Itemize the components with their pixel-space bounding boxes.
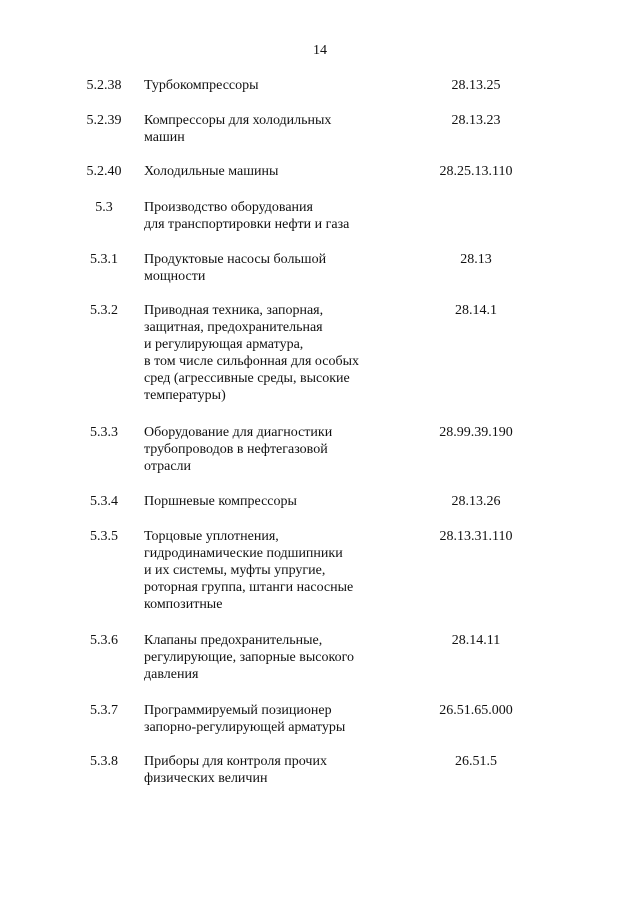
- row-okpd-code: 28.13.25: [451, 78, 501, 93]
- row-name-line: Поршневые компрессоры: [144, 494, 297, 509]
- row-name-line: физических величин: [144, 771, 268, 786]
- row-name-line: и их системы, муфты упругие,: [144, 563, 326, 578]
- row-name-line: Оборудование для диагностики: [144, 425, 333, 440]
- row-okpd-code: 26.51.5: [455, 754, 497, 769]
- row-code: 5.3.7: [90, 703, 118, 718]
- row-name-line: Производство оборудования: [144, 200, 313, 215]
- row-name-line: и регулирующая арматура,: [144, 337, 304, 352]
- row-name-line: композитные: [144, 597, 223, 612]
- row-name: [144, 424, 414, 475]
- row-name-line: температуры): [144, 388, 226, 403]
- row-okpd-code: 28.13.31.110: [439, 529, 513, 544]
- row-name-line: Приборы для контроля прочих: [144, 754, 327, 769]
- row-name-line: запорно-регулирующей арматуры: [144, 720, 346, 735]
- row-okpd-code: 28.25.13.110: [439, 164, 513, 179]
- row-code: 5.2.39: [86, 113, 122, 128]
- row-name-line: защитная, предохранительная: [144, 320, 323, 335]
- row-name-line: в том числе сильфонная для особых: [144, 354, 360, 369]
- row-okpd-code: 26.51.65.000: [439, 703, 513, 718]
- row-okpd-code: 28.13: [460, 252, 492, 267]
- row-name: [144, 199, 414, 233]
- row-name: [144, 632, 414, 683]
- row-name-line: Клапаны предохранительные,: [144, 633, 323, 648]
- row-okpd-code: 28.14.1: [455, 303, 497, 318]
- row-name-line: Компрессоры для холодильных: [144, 113, 332, 128]
- row-name-line: давления: [144, 667, 199, 682]
- row-code: 5.2.40: [86, 164, 122, 179]
- row-code: 5.2.38: [86, 78, 122, 93]
- page-number: 14: [313, 43, 327, 58]
- row-name-line: Приводная техника, запорная,: [144, 303, 324, 318]
- row-name: [144, 302, 414, 404]
- row-code: 5.3.8: [90, 754, 118, 769]
- row-name-line: регулирующие, запорные высокого: [144, 650, 354, 665]
- row-name-line: для транспортировки нефти и газа: [144, 217, 350, 232]
- row-name-line: Торцовые уплотнения,: [144, 529, 279, 544]
- row-name: [144, 112, 414, 146]
- row-name-line: машин: [144, 130, 185, 145]
- row-name-line: трубопроводов в нефтегазовой: [144, 442, 328, 457]
- row-name-line: роторная группа, штанги насосные: [144, 580, 354, 595]
- row-code: 5.3.5: [90, 529, 118, 544]
- row-name-line: Турбокомпрессоры: [144, 78, 259, 93]
- row-name-line: Продуктовые насосы большой: [144, 252, 327, 267]
- row-code: 5.3.6: [90, 633, 118, 648]
- row-code: 5.3: [95, 200, 113, 215]
- row-name-line: мощности: [144, 269, 206, 284]
- row-name-line: гидродинамические подшипники: [144, 546, 343, 561]
- row-name: [144, 753, 414, 787]
- row-code: 5.3.2: [90, 303, 118, 318]
- row-name-line: отрасли: [144, 459, 192, 474]
- row-name: [144, 251, 414, 285]
- row-name-line: Холодильные машины: [144, 164, 279, 179]
- row-okpd-code: 28.99.39.190: [439, 425, 513, 440]
- row-code: 5.3.1: [90, 252, 118, 267]
- row-okpd-code: 28.14.11: [451, 633, 501, 648]
- row-name: [144, 493, 414, 510]
- row-name: [144, 528, 414, 613]
- row-name: [144, 77, 414, 94]
- row-name: [144, 702, 414, 736]
- row-okpd-code: 28.13.26: [451, 494, 501, 509]
- row-code: 5.3.3: [90, 425, 118, 440]
- row-name-line: сред (агрессивные среды, высокие: [144, 371, 350, 386]
- row-okpd-code: 28.13.23: [451, 113, 501, 128]
- row-name: [144, 163, 414, 180]
- row-name-line: Программируемый позиционер: [144, 703, 332, 718]
- row-code: 5.3.4: [90, 494, 118, 509]
